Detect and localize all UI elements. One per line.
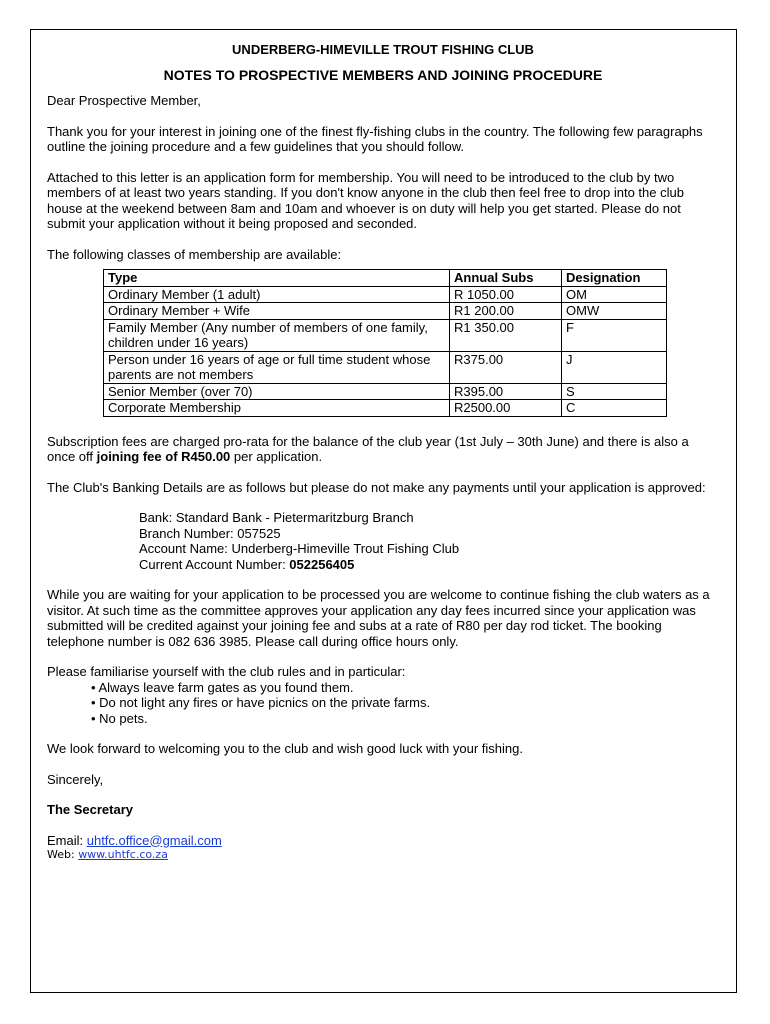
banking-details [139, 510, 719, 572]
page-title: NOTES TO PROSPECTIVE MEMBERS AND JOINING PROCEDURE [163, 66, 603, 83]
cell-type: Senior Member (over 70) [104, 383, 450, 400]
list-item: • No pets. [91, 710, 148, 726]
table-row [104, 286, 667, 303]
table-row [104, 351, 667, 383]
header-designation: Designation [562, 270, 667, 287]
rules-list [91, 680, 719, 727]
account-name: Account Name: Underberg-Himeville Trout Fishing Club [139, 541, 460, 556]
cell-subs: R395.00 [450, 383, 562, 400]
classes-intro: The following classes of membership are available: [47, 246, 342, 262]
web-link[interactable]: www.uhtfc.co.za [78, 848, 168, 861]
header-annual-subs: Annual Subs [450, 270, 562, 287]
cell-designation: J [562, 351, 667, 383]
cell-designation: F [562, 319, 667, 351]
application-paragraph: Attached to this letter is an application form for membership. You will need to be introduced to the club by two members of at least two years standing. If you don't know anyone in the club then feel free to drop into the club house at the weekend between 8am and 10am and whoever is on duty will help you get started. Please do not submit your application without it being proposed and seconded. [47, 169, 684, 231]
letter-page [30, 29, 737, 993]
fees-text-1: Subscription fees are charged pro-rata for the balance of the club year (1st July – 30th June) and there is also a once off [47, 433, 689, 464]
table-row [104, 319, 667, 351]
header-type: Type [104, 270, 450, 287]
cell-type: Ordinary Member (1 adult) [104, 286, 450, 303]
cell-designation: S [562, 383, 667, 400]
sign-off: Sincerely, [47, 771, 104, 787]
cell-type: Person under 16 years of age or full time student whose parents are not members [104, 351, 450, 383]
email-link[interactable]: uhtfc.office@gmail.com [86, 832, 222, 848]
web-line [47, 848, 719, 862]
cell-subs: R375.00 [450, 351, 562, 383]
table-row [104, 303, 667, 320]
email-label: Email: [47, 832, 87, 848]
banking-intro: The Club's Banking Details are as follows but please do not make any payments until your application is approved: [47, 479, 706, 495]
cell-type: Family Member (Any number of members of one family, children under 16 years) [104, 319, 450, 351]
cell-subs: R 1050.00 [450, 286, 562, 303]
email-line [47, 833, 719, 849]
rules-intro: Please familiarise yourself with the club rules and in particular: [47, 664, 406, 679]
visitor-paragraph: While you are waiting for your application to be processed you are welcome to continue fishing the club waters as a visitor. At such time as the committee approves your application any day fees incurred since your application was submitted will be credited against your joining fee and subs at a rate of R80 per day rod ticket. The booking telephone number is 082 636 3985. Please call during office hours only. [47, 587, 710, 649]
table-header-row [104, 270, 667, 287]
membership-table [103, 269, 667, 417]
account-number: 052256405 [289, 556, 355, 572]
bank-name: Bank: Standard Bank - Pietermaritzburg Branch [139, 510, 414, 525]
table-row [104, 400, 667, 417]
cell-designation: OM [562, 286, 667, 303]
fees-paragraph [47, 434, 719, 465]
cell-type: Ordinary Member + Wife [104, 303, 450, 320]
cell-designation: OMW [562, 303, 667, 320]
list-item: • Do not light any fires or have picnics on the private farms. [91, 695, 431, 710]
list-item: • Always leave farm gates as you found them. [91, 679, 354, 695]
cell-subs: R1 200.00 [450, 303, 562, 320]
joining-fee: joining fee of R450.00 [96, 449, 231, 464]
fees-text-2: per application. [230, 449, 323, 464]
letter-content [47, 42, 719, 862]
table-row [104, 383, 667, 400]
account-number-line [139, 557, 719, 573]
closing-paragraph: We look forward to welcoming you to the club and wish good luck with your fishing. [47, 741, 523, 756]
branch-number: Branch Number: 057525 [139, 525, 281, 541]
cell-subs: R2500.00 [450, 400, 562, 417]
account-number-label: Current Account Number: [139, 556, 290, 572]
web-label: Web: [47, 848, 79, 861]
cell-type: Corporate Membership [104, 400, 450, 417]
cell-subs: R1 350.00 [450, 319, 562, 351]
signatory: The Secretary [47, 802, 133, 817]
salutation: Dear Prospective Member, [47, 93, 201, 108]
club-name: UNDERBERG-HIMEVILLE TROUT FISHING CLUB [232, 42, 534, 57]
cell-designation: C [562, 400, 667, 417]
intro-paragraph: Thank you for your interest in joining one of the finest fly-fishing clubs in the country. The following few paragraphs outline the joining procedure and a few guidelines that you should follow. [47, 123, 703, 154]
